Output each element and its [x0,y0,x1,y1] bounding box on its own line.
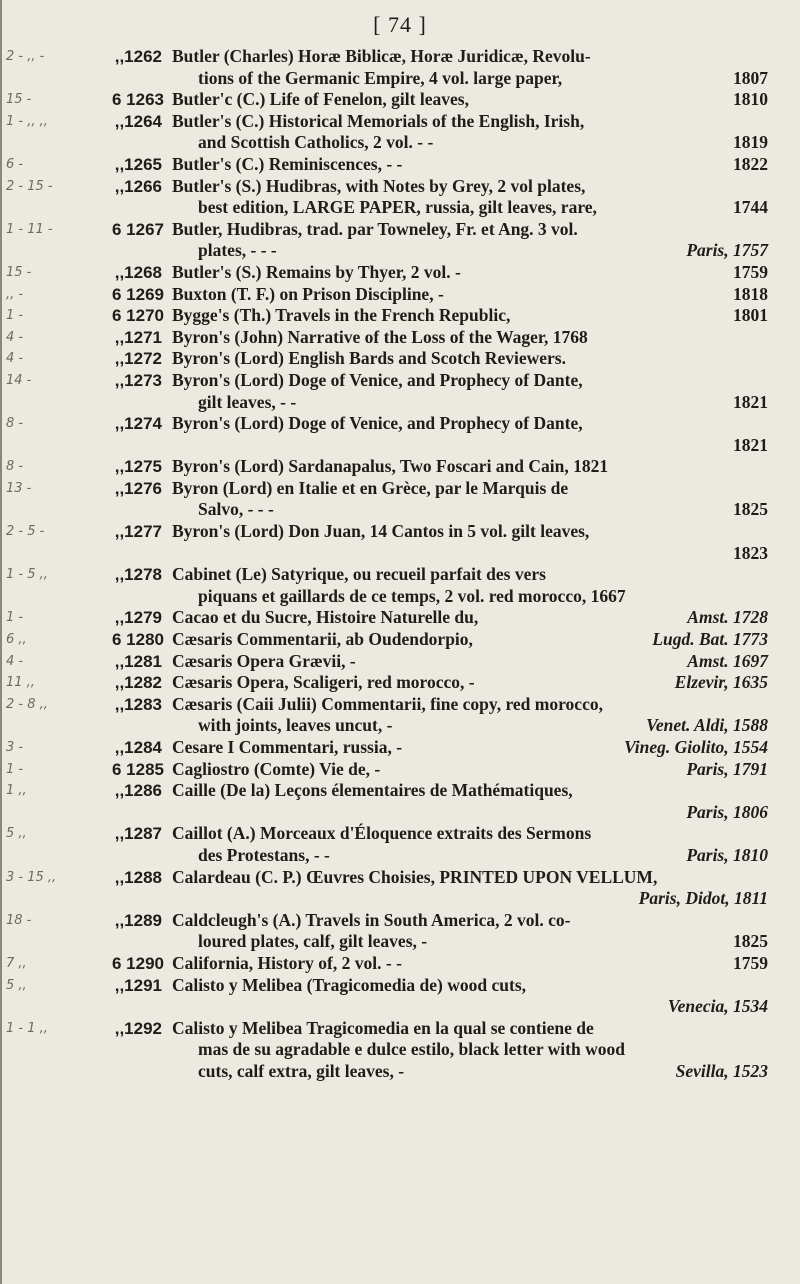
catalogue-entry [0,975,800,1018]
entry-text: Byron's (Lord) English Bards and Scotch Reviewers. [172,348,566,369]
entry-text: Cabinet (Le) Satyrique, ou recueil parfait des vers [172,564,546,585]
entry-text: Byron (Lord) en Italie et en Grèce, par le Marquis de [172,477,569,498]
lot-number: ,,1266 [114,176,162,196]
catalogue-entry [0,46,800,89]
entry-text: Cacao et du Sucre, Histoire Naturelle du, [172,607,479,628]
handwritten-price: 6 ,, [6,632,27,648]
entry-line [0,1018,800,1040]
handwritten-price: 8 - [6,459,24,475]
entry-line [0,564,800,586]
entry-date: 1818 [733,283,768,304]
lot-number: ,,1286 [114,781,162,801]
entry-date: 1825 [733,499,768,520]
lot-number: ,,1264 [114,111,162,131]
lot-number: ,,1274 [114,414,162,434]
entry-date: 1810 [733,89,768,110]
entry-text: Byron's (Lord) Sardanapalus, Two Foscari and Cain, 1821 [172,456,609,477]
catalogue-entry [0,780,800,823]
entry-date: Paris, 1810 [686,844,768,865]
entry-text: Caldcleugh's (A.) Travels in South America, 2 vol. co- [172,909,571,930]
catalogue-entry [0,370,800,413]
entry-line [0,845,800,867]
lot-number: ,,1262 [114,47,162,66]
handwritten-price: 1 - 5 ,, [6,567,48,583]
entry-date: Paris, 1791 [686,758,768,779]
lot-number: ,,1277 [114,522,162,542]
entry-text: Butler, Hudibras, trad. par Towneley, Fr. et Ang. 3 vol. [172,218,578,239]
entry-text: Calisto y Melibea Tragicomedia en la qual se contiene de [172,1017,594,1038]
catalogue-entry [0,111,800,154]
lot-number: ,,1284 [114,738,162,757]
entry-line [0,305,800,327]
handwritten-price: 13 - [6,480,32,496]
entry-text: Buxton (T. F.) on Prison Discipline, - [172,283,444,304]
entry-text: Butler'c (C.) Life of Fenelon, gilt leaves, [172,89,469,110]
entry-line [0,413,800,435]
lot-number: ,,1281 [114,651,162,671]
entry-text: Cagliostro (Comte) Vie de, - [172,758,381,779]
catalogue-entry [0,89,800,111]
lot-number: ,,1273 [114,370,162,390]
lot-number: ,,1278 [114,565,162,585]
lot-number: ,,1276 [114,478,162,498]
lot-number: ,,1289 [114,910,162,930]
entry-line [0,651,800,673]
entry-date: Paris, 1757 [686,240,768,261]
entry-date: 1807 [733,67,768,88]
handwritten-price: 1 - ,, ,, [6,113,48,129]
lot-number: ,,1268 [114,262,162,282]
entry-text: Butler (Charles) Horæ Biblicæ, Horæ Juridicæ, Revolu- [172,46,591,66]
entry-text: Caille (De la) Leçons élementaires de Mathématiques, [172,780,573,801]
entry-date: 1825 [733,931,768,952]
handwritten-price: 3 - 15 ,, [6,869,57,885]
entry-text: loured plates, calf, gilt leaves, - [198,931,428,952]
entry-line [0,240,800,262]
entry-text: Cæsaris (Caii Julii) Commentarii, fine copy, red morocco, [172,693,603,714]
entry-line [0,780,800,802]
entry-line [0,607,800,629]
entry-line [0,1061,800,1083]
handwritten-price: 11 ,, [6,675,35,691]
handwritten-price: 1 ,, [6,783,27,799]
catalogue-entry [0,413,800,456]
entry-text: Salvo, - - - [198,499,274,520]
catalogue-entry [0,651,800,673]
handwritten-price: 2 - 8 ,, [6,696,48,712]
lot-number: ,,1287 [114,824,162,844]
entry-line [0,867,800,889]
entry-line [0,521,800,543]
handwritten-price: 18 - [6,912,32,928]
lot-number: 6 1267 [112,219,164,239]
entry-text: cuts, calf extra, gilt leaves, - [198,1060,405,1081]
catalogue-entry [0,154,800,176]
catalogue-entry [0,953,800,975]
entry-text: best edition, LARGE PAPER, russia, gilt leaves, rare, [198,197,597,218]
lot-number: ,,1291 [114,975,162,995]
entry-line [0,370,800,392]
handwritten-price: 4 - [6,329,24,345]
handwritten-price: 1 - [6,761,24,777]
catalogue-entry [0,284,800,306]
entry-text: Byron's (Lord) Don Juan, 14 Cantos in 5 vol. gilt leaves, [172,521,590,542]
catalogue-entry [0,456,800,478]
catalogue-entry [0,607,800,629]
entry-date: 1823 [733,542,768,563]
catalogue-entry [0,1018,800,1083]
entry-text: piquans et gaillards de ce temps, 2 vol. red morocco, 1667 [198,585,626,606]
handwritten-price: 1 - 1 ,, [6,1020,48,1036]
entry-date: Sevilla, 1523 [675,1060,768,1081]
entry-line [0,629,800,651]
entry-text: Cæsaris Opera Grævii, - [172,650,356,671]
catalogue-entry [0,910,800,953]
lot-number: ,,1265 [114,154,162,174]
entry-line [0,154,800,176]
lot-number: ,,1275 [114,457,162,477]
handwritten-price: ,, - [6,286,24,302]
lot-number: ,,1279 [114,608,162,628]
entry-text: Butler's (C.) Reminiscences, - - [172,153,403,174]
entry-line [0,910,800,932]
handwritten-price: 1 - 11 - [6,221,53,237]
entry-line [0,759,800,781]
entry-line [0,478,800,500]
lot-number: ,,1292 [114,1018,162,1038]
entry-date: 1822 [733,153,768,174]
entry-text: gilt leaves, - - [198,391,297,412]
entry-line [0,543,800,565]
handwritten-price: 14 - [6,372,32,388]
entry-line [0,284,800,306]
catalogue-entry [0,327,800,349]
entry-text: Byron's (Lord) Doge of Venice, and Prophecy of Dante, [172,413,583,434]
page-number: [ 74 ] [373,12,427,37]
entry-text: Calisto y Melibea (Tragicomedia de) wood cuts, [172,974,527,995]
lot-number: ,,1272 [114,349,162,369]
entry-line [0,672,800,694]
entry-text: Caillot (A.) Morceaux d'Éloquence extraits des Sermons [172,823,592,844]
entry-date: Amst. 1697 [687,650,768,671]
entry-date: Paris, Didot, 1811 [638,888,768,909]
handwritten-price: 5 ,, [6,977,27,993]
entry-line [0,888,800,910]
entry-text: des Protestans, - - [198,844,330,865]
entry-line [0,111,800,133]
entry-line [0,586,800,608]
entry-date: 1759 [733,261,768,282]
entry-line [0,975,800,997]
handwritten-price: 3 - [6,740,24,755]
entry-line [0,327,800,349]
entry-text: Cæsaris Opera, Scaligeri, red morocco, - [172,672,475,693]
entry-text: Bygge's (Th.) Travels in the French Republic, [172,305,511,326]
handwritten-price: 4 - [6,653,24,669]
handwritten-price: 15 - [6,92,32,108]
catalogue-entry [0,176,800,219]
entry-text: Cesare I Commentari, russia, - [172,737,403,757]
entry-date: 1819 [733,132,768,153]
entry-text: Calardeau (C. P.) Œuvres Choisies, PRINTED UPON VELLUM, [172,866,658,887]
catalogue-entry [0,219,800,262]
entry-date: Vineg. Giolito, 1554 [624,737,768,757]
entry-line [0,68,800,90]
entry-text: Byron's (Lord) Doge of Venice, and Prophecy of Dante, [172,369,583,390]
entry-text: California, History of, 2 vol. - - [172,952,402,973]
entry-line [0,262,800,284]
entry-date: Elzevir, 1635 [674,672,768,693]
lot-number: 6 1280 [112,630,164,650]
entry-text: with joints, leaves uncut, - [198,715,393,736]
entry-text: Butler's (C.) Historical Memorials of the English, Irish, [172,110,585,131]
entry-text: and Scottish Catholics, 2 vol. - - [198,132,434,153]
entry-date: Paris, 1806 [686,801,768,822]
lot-number: ,,1282 [114,673,162,693]
entry-date: 1801 [733,305,768,326]
entry-text: mas de su agradable e dulce estilo, black letter with wood [198,1039,625,1060]
catalogue-entry [0,759,800,781]
entry-date: 1744 [733,197,768,218]
entry-line [0,694,800,716]
entry-line [0,715,800,737]
entry-line [0,46,800,68]
catalogue-entry [0,672,800,694]
handwritten-price: 4 - [6,351,24,367]
catalogue-entry [0,348,800,370]
catalogue-entry [0,305,800,327]
lot-number: ,,1288 [114,867,162,887]
entry-date: Lugd. Bat. 1773 [652,629,768,650]
entry-line [0,176,800,198]
handwritten-price: 8 - [6,416,24,432]
handwritten-price: 1 - [6,610,24,626]
entry-line [0,392,800,414]
handwritten-price: 1 - [6,308,24,324]
lot-number: 6 1285 [112,759,164,779]
lot-number: 6 1270 [112,306,164,326]
entry-date: Amst. 1728 [687,607,768,628]
entry-line [0,953,800,975]
entry-text: Butler's (S.) Hudibras, with Notes by Grey, 2 vol plates, [172,175,586,196]
catalogue-entry [0,521,800,564]
entry-line [0,456,800,478]
entry-date: 1821 [733,391,768,412]
handwritten-price: 7 ,, [6,955,27,971]
lot-number: ,,1271 [114,327,162,347]
entry-text: tions of the Germanic Empire, 4 vol. large paper, [198,67,563,88]
catalogue-entry [0,629,800,651]
catalogue-entry [0,262,800,284]
handwritten-price: 2 - 15 - [6,178,53,194]
entry-line [0,931,800,953]
catalogue-entry [0,737,800,759]
lot-number: 6 1263 [112,90,164,110]
entry-line [0,1039,800,1061]
catalogue-entry [0,564,800,607]
entry-line [0,737,800,759]
entry-line [0,89,800,111]
entry-date: Venecia, 1534 [667,996,768,1017]
handwritten-price: 6 - [6,156,24,172]
entry-line [0,499,800,521]
lot-number: ,,1283 [114,694,162,714]
handwritten-price: 2 - ,, - [6,49,45,64]
handwritten-price: 5 ,, [6,826,27,842]
entry-line [0,823,800,845]
entry-text: Cæsaris Commentarii, ab Oudendorpio, [172,629,473,650]
entry-text: Butler's (S.) Remains by Thyer, 2 vol. - [172,261,461,282]
catalogue-entry [0,823,800,866]
entry-text: Byron's (John) Narrative of the Loss of the Wager, 1768 [172,326,588,347]
handwritten-price: 15 - [6,264,32,280]
entry-line [0,219,800,241]
catalogue-entries [0,46,800,1083]
entry-line [0,802,800,824]
lot-number: 6 1290 [112,953,164,973]
entry-text: plates, - - - [198,240,277,261]
entry-line [0,132,800,154]
entry-date: 1821 [733,434,768,455]
catalogue-entry [0,694,800,737]
entry-date: Venet. Aldi, 1588 [646,715,768,736]
entry-line [0,197,800,219]
handwritten-price: 2 - 5 - [6,524,45,540]
catalogue-entry [0,478,800,521]
entry-date: 1759 [733,952,768,973]
entry-line [0,435,800,457]
catalogue-entry [0,867,800,910]
entry-line [0,348,800,370]
lot-number: 6 1269 [112,284,164,304]
entry-line [0,996,800,1018]
